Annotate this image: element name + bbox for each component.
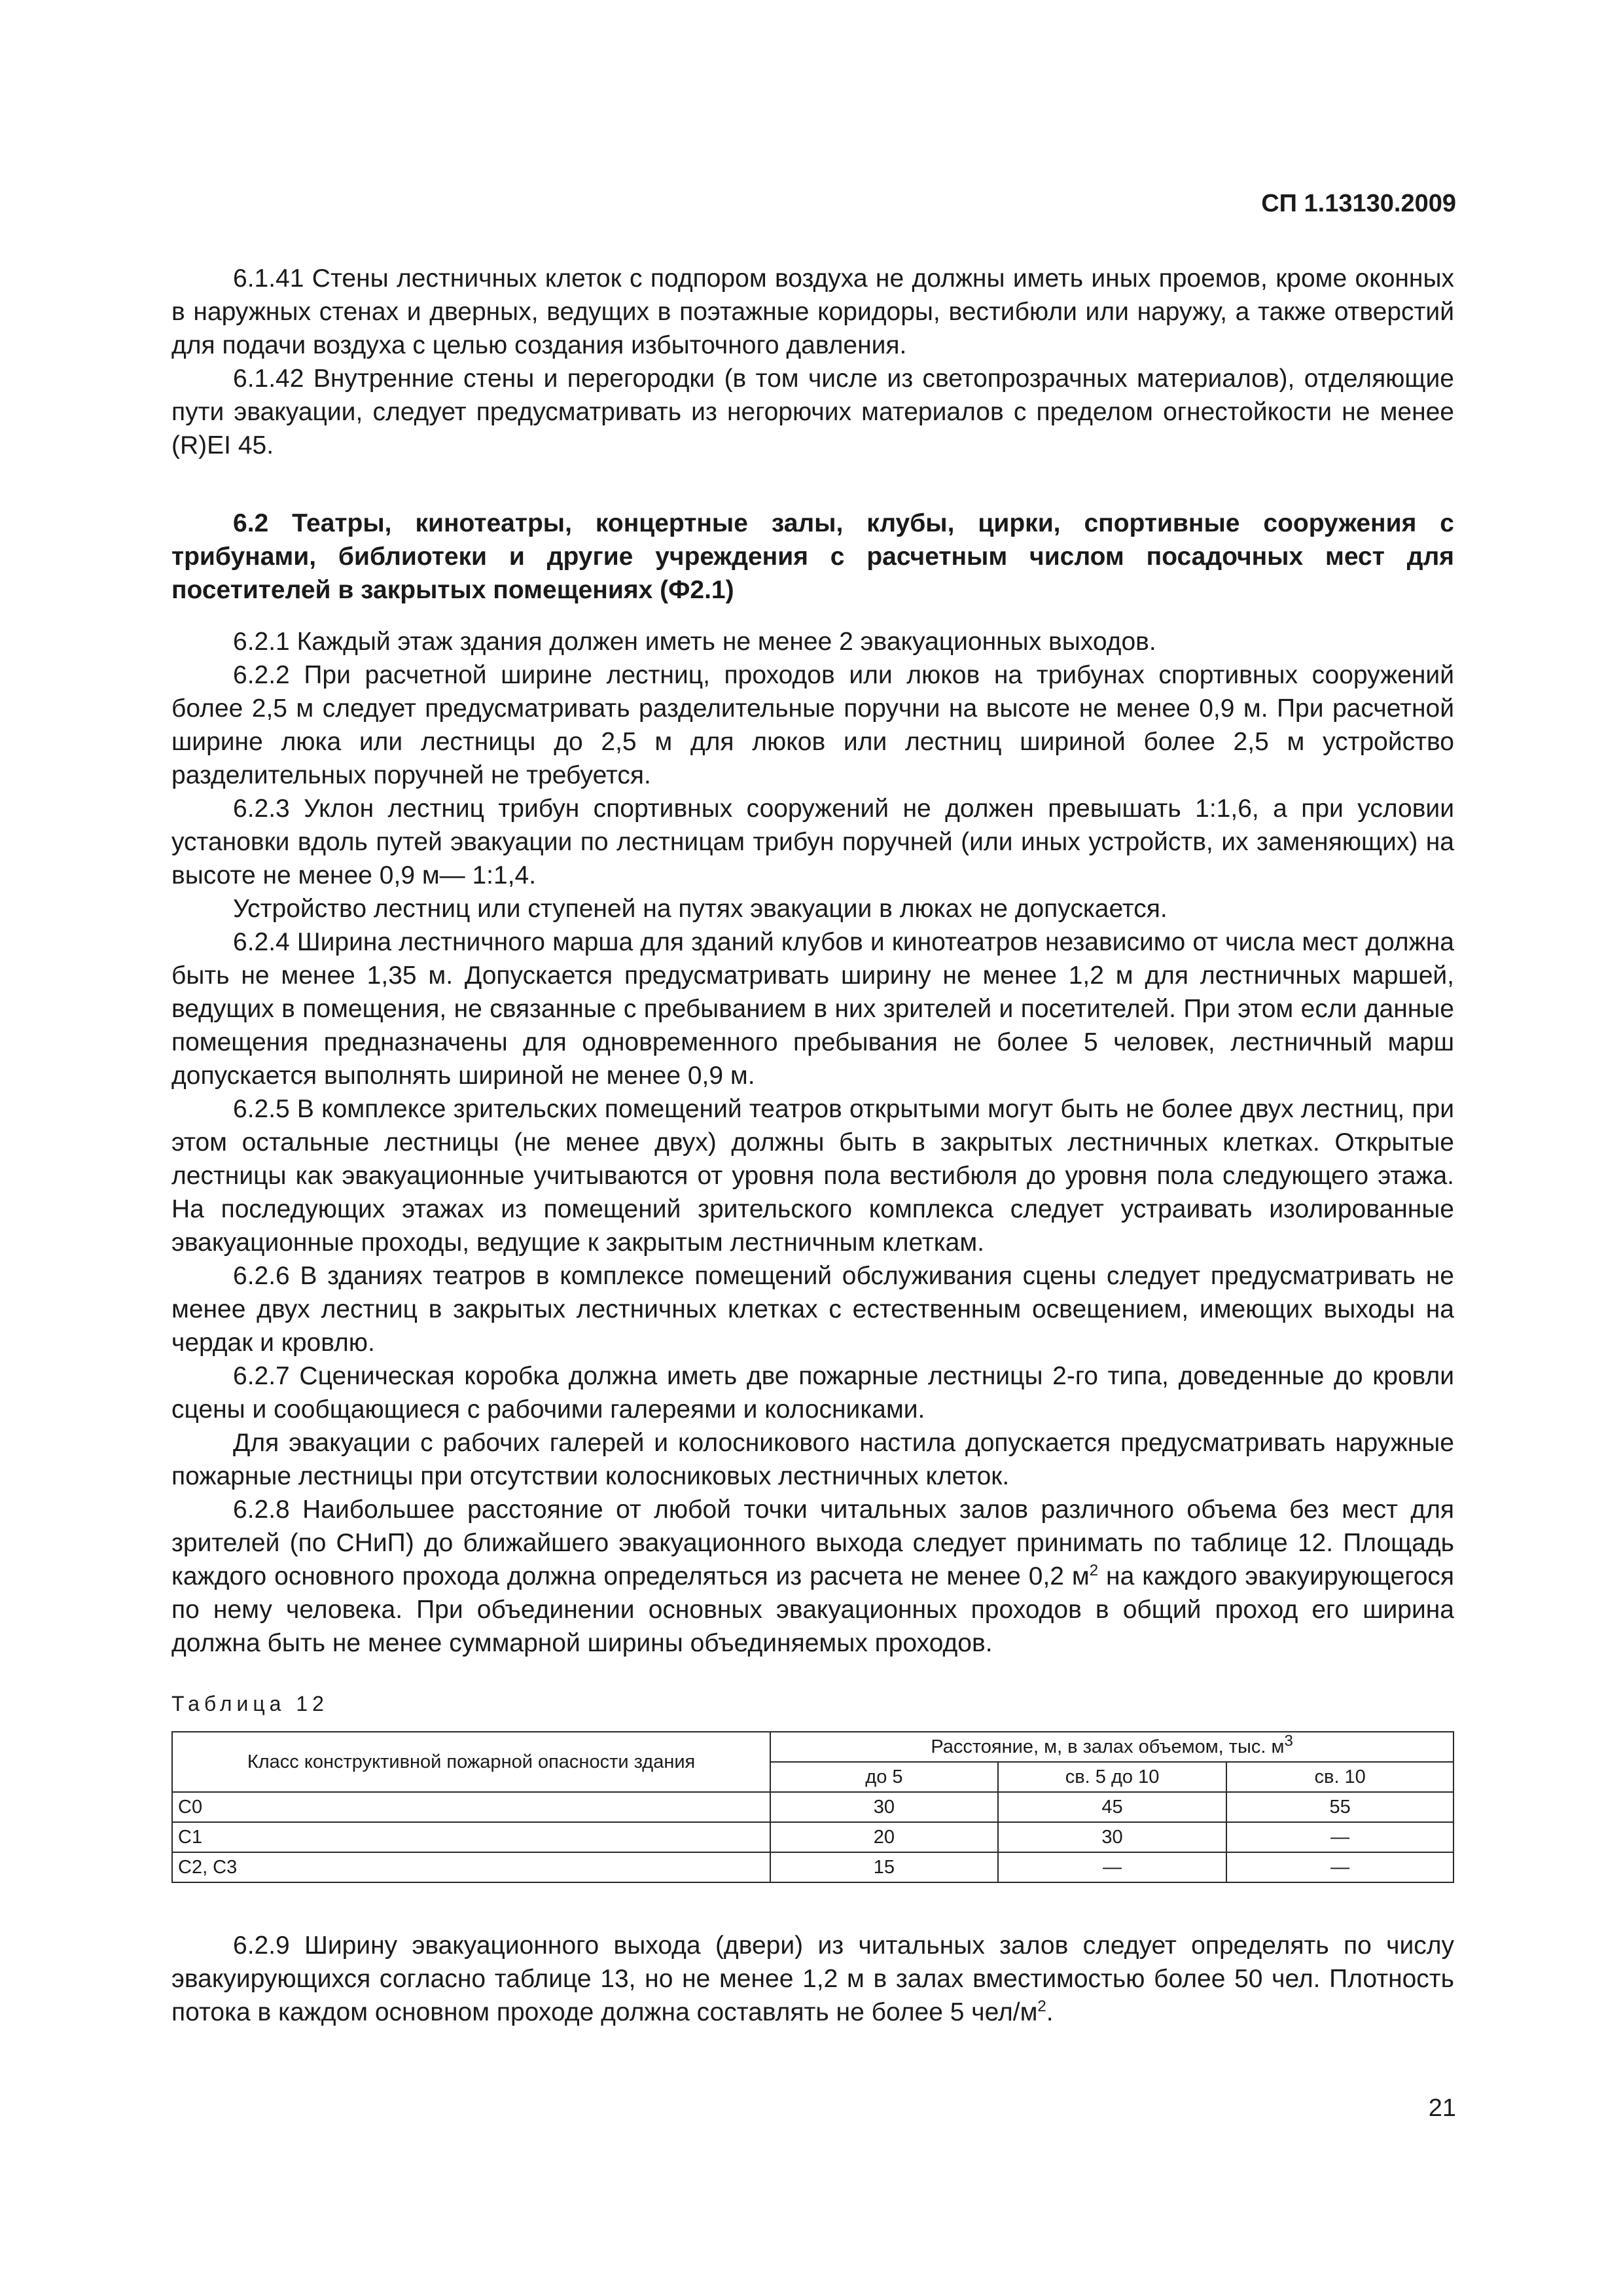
table-cell-value: — [1226,1822,1454,1852]
superscript: 2 [1089,1562,1099,1579]
table-cell-value: 45 [998,1792,1227,1822]
paragraph-6-2-9-text-end: . [1046,1998,1054,2026]
table-cell-value: 15 [770,1852,998,1882]
table-cell-value: — [998,1852,1227,1882]
paragraph-6-2-8-text: 6.2.8 Наибольшее расстояние от любой точки читальных залов различного объема без мест для зрителей (по СНиП) до ближайшего эвакуационного выхода следует принимать по таблице 12. Площадь каждого основного прохода должна определяться из расчета не менее 0,2 м [171,1496,1454,1590]
paragraph-6-2-6: 6.2.6 В зданиях театров в комплексе помещений обслуживания сцены следует предусматривать не менее двух лестниц в закрытых лестничных клетках с естественным освещением, имеющих выходы на чердак и кровлю. [171,1262,1454,1357]
table-cell-value: 55 [1226,1792,1454,1822]
superscript: 3 [1284,1732,1293,1750]
paragraph-6-2-7: 6.2.7 Сценическая коробка должна иметь две пожарные лестницы 2-го типа, доведенные до кровли сцены и сообщающиеся с рабочими галереями и колосниками. [171,1362,1454,1424]
paragraph-6-1-42: 6.1.42 Внутренние стены и перегородки (в том числе из светопрозрачных материалов), отделяющие пути эвакуации, следует предусматривать из негорючих материалов с пределом огнестойкости не менее (R)EI 45. [171,365,1454,459]
document-code-header: СП 1.13130.2009 [1261,190,1456,217]
paragraph-6-2-9-text: 6.2.9 Ширину эвакуационного выхода (двери) из читальных залов следует определять по числу эвакуирующихся согласно таблице 13, но не менее 1,2 м в залах вместимостью более 50 чел. Плотность потока в каждом основном проходе должна составлять не более 5 чел/м [171,1931,1454,2026]
table-row [172,1852,1454,1882]
table-cell-value: 30 [998,1822,1227,1852]
paragraph-6-2-2: 6.2.2 При расчетной ширине лестниц, проходов или люков на трибунах спортивных сооружений более 2,5 м следует предусматривать разделительные поручни на высоте не менее 0,9 м. При расчетной ширине люка или лестницы до 2,5 м для люков или лестниц шириной более 2,5 м устройство разделительных поручней не требуется. [171,661,1454,789]
paragraph-6-2-8-text-end: на каждого эвакуирующегося по нему человека. При объединении основных эвакуационных проходов в общий проход его ширина должна быть не менее суммарной ширины объединяемых проходов. [171,1562,1454,1657]
table-cell-class: С1 [172,1822,770,1852]
table-row [172,1822,1454,1852]
table-cell-value: 30 [770,1792,998,1822]
table-header-class: Класс конструктивной пожарной опасности здания [172,1732,770,1792]
paragraph-6-2-1: 6.2.1 Каждый этаж здания должен иметь не менее 2 эвакуационных выходов. [233,628,1156,656]
table-cell-class: С0 [172,1792,770,1822]
table-header-row [172,1732,1454,1762]
table-cell-class: С2, С3 [172,1852,770,1882]
table-12 [171,1731,1454,1883]
table-row [172,1792,1454,1822]
table-subheader-5-to-10: св. 5 до 10 [998,1762,1227,1792]
table-header-distance-text: Расстояние, м, в залах объемом, тыс. м [931,1736,1285,1757]
superscript: 2 [1037,1998,1046,2015]
paragraph-6-1-41: 6.1.41 Стены лестничных клеток с подпором воздуха не должны иметь иных проемов, кроме оконных в наружных стенах и дверных, ведущих в поэтажные коридоры, вестибюли или наружу, а также отверстий для подачи воздуха с целью создания избыточного давления. [171,264,1454,359]
paragraph-6-2-5: 6.2.5 В комплексе зрительских помещений театров открытыми могут быть не более двух лестниц, при этом остальные лестницы (не менее двух) должны быть в закрытых лестничных клетках. Открытые лестницы как эвакуационные учитываются от уровня пола вестибюля до уровня пола следующего этажа. На последующих этажах из помещений зрительского комплекса следует устраивать изолированные эвакуационные проходы, ведущие к закрытым лестничным клеткам. [171,1095,1454,1257]
paragraph-6-2-3: 6.2.3 Уклон лестниц трибун спортивных сооружений не должен превышать 1:1,6, а при условии установки вдоль путей эвакуации по лестницам трибун поручней (или иных устройств, их заменяющих) на высоте не менее 0,9 м— 1:1,4. [171,795,1454,889]
paragraph-6-2-4: 6.2.4 Ширина лестничного марша для зданий клубов и кинотеатров независимо от числа мест должна быть не менее 1,35 м. Допускается предусматривать ширину не менее 1,2 м для лестничных маршей, ведущих в помещения, не связанные с пребыванием в них зрителей и посетителей. При этом если данные помещения предназначены для одновременного пребывания не более 5 человек, лестничный марш допускается выполнять шириной не менее 0,9 м. [171,928,1454,1090]
page-number: 21 [1428,2094,1456,2122]
paragraph-6-2-9 [171,1929,1454,2029]
table-subheader-up-to-5: до 5 [770,1762,998,1792]
table-cell-value: — [1226,1852,1454,1882]
table-header-distance [770,1732,1454,1762]
table-cell-value: 20 [770,1822,998,1852]
section-title-6-2: 6.2 Театры, кинотеатры, концертные залы, клубы, цирки, спортивные сооружения с трибунами, библиотеки и другие учреждения с расчетным числом посадочных мест для посетителей в закрытых помещениях (Ф2.1) [171,509,1454,604]
paragraph-6-2-8 [171,1493,1454,1660]
document-body [171,262,1454,2029]
table-subheader-over-10: св. 10 [1226,1762,1454,1792]
table-12-caption: Таблица 12 [171,1692,329,1715]
paragraph-6-2-7-note: Для эвакуации с рабочих галерей и колосникового настила допускается предусматривать наружные пожарные лестницы при отсутствии колосниковых лестничных клеток. [171,1429,1454,1490]
paragraph-6-2-3-note: Устройство лестниц или ступеней на путях эвакуации в люках не допускается. [233,895,1168,923]
